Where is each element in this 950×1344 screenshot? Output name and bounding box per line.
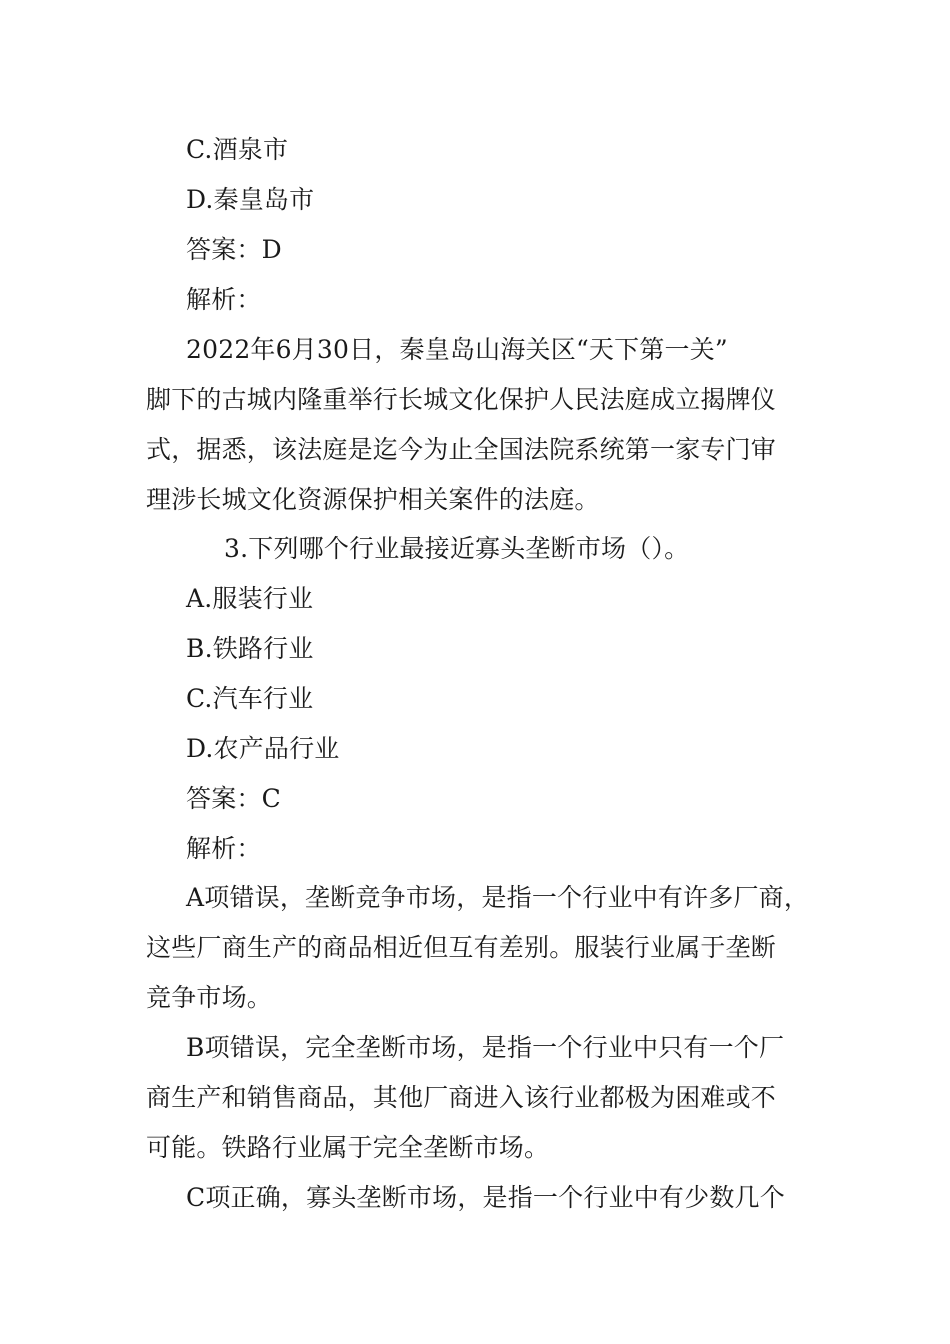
q2-answer: 答案：D bbox=[186, 235, 282, 264]
q3-para-a-line: 这些厂商生产的商品相近但互有差别。服装行业属于垄断 bbox=[146, 933, 777, 962]
q2-option-d: D.秦皇岛市 bbox=[186, 185, 315, 214]
q3-para-b-line: B项错误，完全垄断市场，是指一个行业中只有一个厂 bbox=[186, 1033, 785, 1062]
q2-option-c: C.酒泉市 bbox=[186, 135, 289, 164]
q3-answer: 答案：C bbox=[186, 784, 281, 813]
q2-analysis-line: 脚下的古城内隆重举行长城文化保护人民法庭成立揭牌仪 bbox=[146, 385, 777, 414]
q3-question: 3.下列哪个行业最接近寡头垄断市场（）。 bbox=[224, 534, 690, 563]
q3-para-a-line: A项错误，垄断竞争市场，是指一个行业中有许多厂商， bbox=[186, 883, 810, 912]
q3-para-b-line: 商生产和销售商品，其他厂商进入该行业都极为困难或不 bbox=[146, 1083, 777, 1112]
q3-para-b-line: 可能。铁路行业属于完全垄断市场。 bbox=[146, 1133, 550, 1162]
q3-option-a: A.服装行业 bbox=[186, 584, 314, 613]
q2-analysis-line: 理涉长城文化资源保护相关案件的法庭。 bbox=[146, 485, 600, 514]
q3-option-c: C.汽车行业 bbox=[186, 684, 314, 713]
q3-option-d: D.农产品行业 bbox=[186, 734, 340, 763]
q2-analysis-label: 解析： bbox=[186, 285, 262, 314]
q3-para-a-line: 竞争市场。 bbox=[146, 983, 273, 1012]
q2-analysis-line: 式，据悉，该法庭是迄今为止全国法院系统第一家专门审 bbox=[146, 435, 777, 464]
q3-option-b: B.铁路行业 bbox=[186, 634, 314, 663]
q3-para-c-line: C项正确，寡头垄断市场，是指一个行业中有少数几个 bbox=[186, 1183, 785, 1212]
q2-analysis-line: 2022年6月30日，秦皇岛山海关区“天下第一关” bbox=[186, 335, 728, 364]
q3-analysis-label: 解析： bbox=[186, 834, 262, 863]
